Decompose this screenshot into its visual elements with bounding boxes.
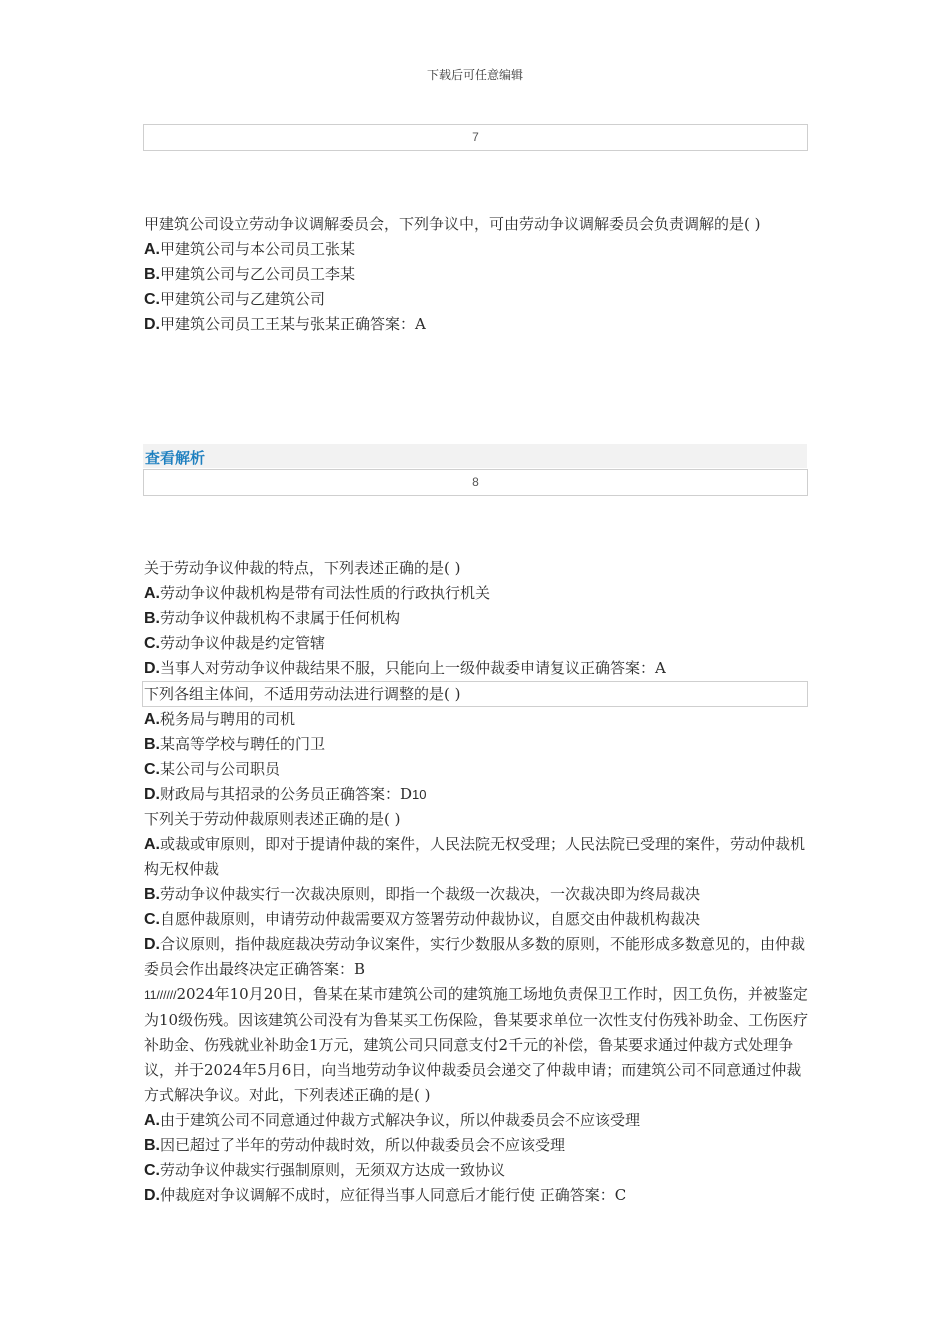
- option-text: 当事人对劳动争议仲裁结果不服，只能向上一级仲裁委申请复议正确答案：A: [160, 659, 666, 677]
- option-letter: A.: [144, 241, 160, 258]
- option-text: 劳动争议仲裁实行强制原则，无须双方达成一致协议: [160, 1161, 506, 1179]
- option-a: [144, 581, 812, 606]
- option-text: 某高等学校与聘任的门卫: [160, 735, 326, 753]
- option-text: 劳动争议仲裁机构不隶属于任何机构: [160, 609, 401, 627]
- option-letter: B.: [144, 610, 160, 627]
- option-letter: D.: [144, 316, 160, 333]
- view-analysis-link[interactable]: 查看解析: [145, 449, 206, 467]
- question-stem: 甲建筑公司设立劳动争议调解委员会，下列争议中，可由劳动争议调解委员会负责调解的是( ): [144, 215, 761, 233]
- option-text: 甲建筑公司与本公司员工张某: [160, 240, 356, 258]
- question-stem-9: 下列各组主体间，不适用劳动法进行调整的是( ): [142, 681, 808, 707]
- view-analysis-bar[interactable]: [143, 444, 807, 468]
- question-8: [144, 556, 812, 1208]
- option-letter: D.: [144, 786, 160, 803]
- option-text: 由于建筑公司不同意通过仲裁方式解决争议，所以仲裁委员会不应该受理: [160, 1111, 641, 1129]
- option-letter: C.: [144, 761, 160, 778]
- option-letter: D.: [144, 660, 160, 677]
- option-text: 因已超过了半年的劳动仲裁时效，所以仲裁委员会不应该受理: [160, 1136, 566, 1154]
- question-7: [144, 212, 812, 337]
- question-number-box-7: 7: [143, 124, 808, 151]
- option-letter: C.: [144, 1162, 160, 1179]
- option-a: [144, 1108, 812, 1133]
- option-letter: C.: [144, 635, 160, 652]
- option-text: 劳动争议仲裁是约定管辖: [160, 634, 326, 652]
- option-text: 劳动争议仲裁机构是带有司法性质的行政执行机关: [160, 584, 491, 602]
- option-text: 财政局与其招录的公务员正确答案：D: [160, 785, 413, 803]
- option-letter: A.: [144, 836, 160, 853]
- option-d: [144, 932, 812, 982]
- page-header: 下载后可任意编辑: [426, 68, 523, 82]
- option-d: [144, 656, 812, 681]
- option-letter: B.: [144, 886, 160, 903]
- option-text: 自愿仲裁原则，申请劳动仲裁需要双方签署劳动仲裁协议，自愿交由仲裁机构裁决: [160, 910, 701, 928]
- option-letter: B.: [144, 1137, 160, 1154]
- question-stem-10: 下列关于劳动仲裁原则表述正确的是( ): [144, 810, 401, 828]
- question-stem-text: 2024年10月20日，鲁某在某市建筑公司的建筑施工场地负责保卫工作时，因工负伤，并被鉴定为10级伤残。因该建筑公司没有为鲁某买工伤保险，鲁某要求单位一次性支付伤残补助金、工伤医疗补助金、伤残就业补助金1万元，建筑公司只同意支付2千元的补偿，鲁某要求通过仲裁方式处理争议，并于2024年5月6日，向当地劳动争议仲裁委员会递交了仲裁申请；而建筑公司不同意通过仲裁方式解决争议。对此，下列表述正确的是( ): [144, 985, 809, 1104]
- option-b: [144, 262, 812, 287]
- option-b: [144, 882, 812, 907]
- option-c: [144, 907, 812, 932]
- option-b: [144, 606, 812, 631]
- option-c: [144, 757, 812, 782]
- option-d: [144, 782, 812, 807]
- option-d: [144, 312, 812, 337]
- option-letter: D.: [144, 1187, 160, 1204]
- option-letter: A.: [144, 1112, 160, 1129]
- question-number-box-8: 8: [143, 469, 808, 496]
- option-a: [144, 832, 812, 882]
- question-stem-11: [144, 982, 812, 1108]
- question-number-11: 11//////: [144, 988, 177, 1002]
- option-text: 甲建筑公司与乙建筑公司: [160, 290, 326, 308]
- option-d: [144, 1183, 812, 1208]
- option-letter: A.: [144, 711, 160, 728]
- option-text: 或裁或审原则，即对于提请仲裁的案件，人民法院无权受理；人民法院已受理的案件，劳动仲裁机构无权仲裁: [144, 835, 806, 878]
- option-text: 甲建筑公司员工王某与张某正确答案：A: [160, 315, 426, 333]
- option-text: 甲建筑公司与乙公司员工李某: [160, 265, 356, 283]
- question-stem: 关于劳动争议仲裁的特点，下列表述正确的是( ): [144, 559, 461, 577]
- option-b: [144, 732, 812, 757]
- option-c: [144, 1158, 812, 1183]
- option-text: 税务局与聘用的司机: [160, 710, 296, 728]
- option-a: [144, 237, 812, 262]
- option-text: 仲裁庭对争议调解不成时，应征得当事人同意后才能行使 正确答案：C: [160, 1186, 627, 1204]
- question-number-10: 10: [412, 787, 427, 802]
- option-letter: A.: [144, 585, 160, 602]
- option-letter: D.: [144, 936, 160, 953]
- option-text: 合议原则，指仲裁庭裁决劳动争议案件，实行少数服从多数的原则，不能形成多数意见的，由仲裁委员会作出最终决定正确答案：B: [144, 935, 806, 978]
- option-text: 某公司与公司职员: [160, 760, 281, 778]
- option-b: [144, 1133, 812, 1158]
- option-letter: B.: [144, 736, 160, 753]
- option-letter: C.: [144, 911, 160, 928]
- option-letter: B.: [144, 266, 160, 283]
- option-c: [144, 287, 812, 312]
- option-c: [144, 631, 812, 656]
- option-a: [144, 707, 812, 732]
- option-text: 劳动争议仲裁实行一次裁决原则，即指一个裁级一次裁决，一次裁决即为终局裁决: [160, 885, 701, 903]
- option-letter: C.: [144, 291, 160, 308]
